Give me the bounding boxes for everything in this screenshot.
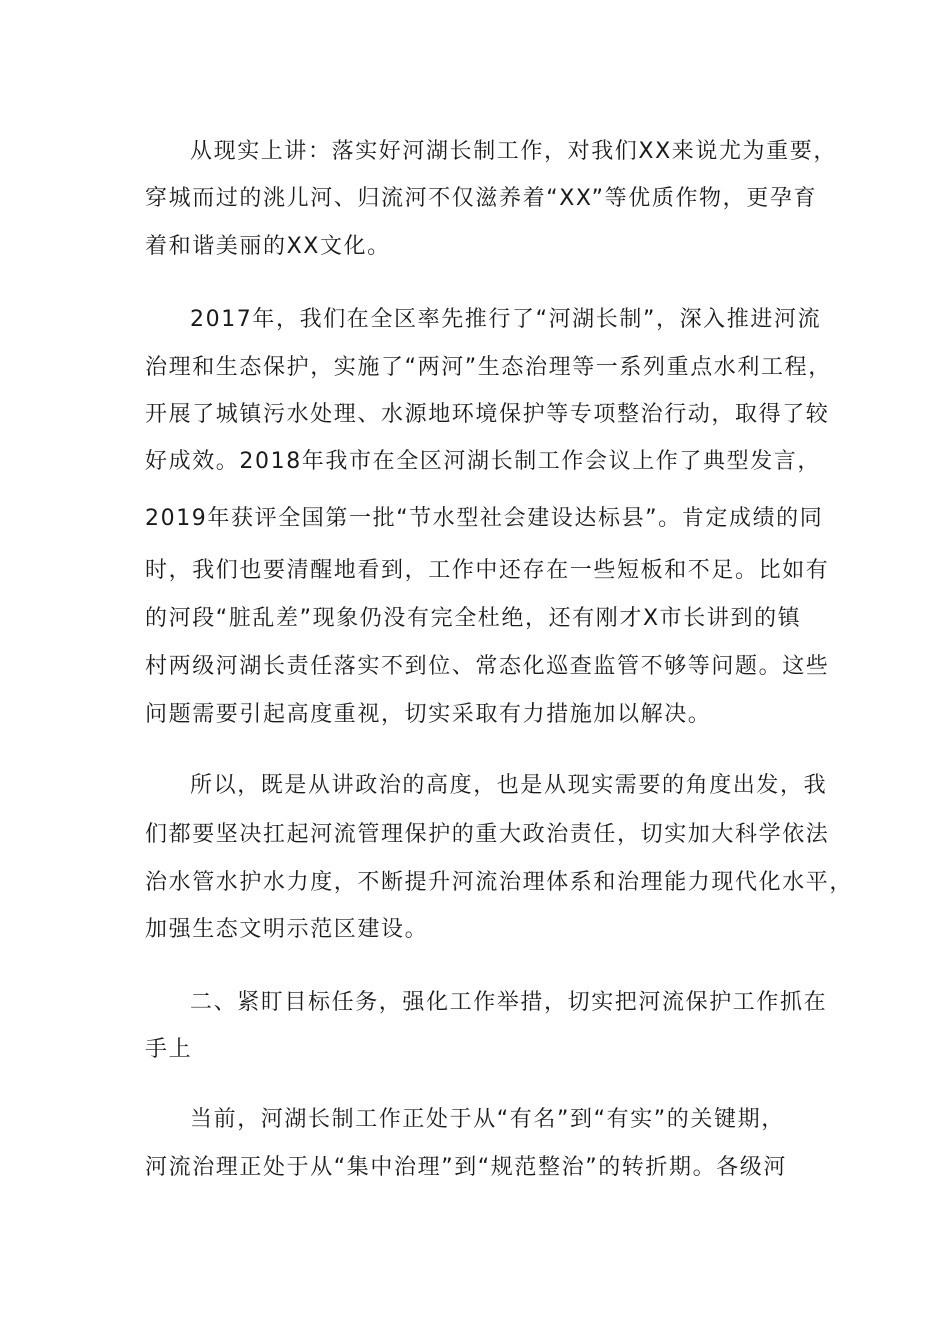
paragraph-2-line-6: 时，我们也要清醒地看到，工作中还存在一些短板和不足。比如有 <box>145 558 830 583</box>
paragraph-1-line-3: 着和谐美丽的XX文化。 <box>145 234 391 259</box>
section-heading-line-1: 二、紧盯目标任务，强化工作举措，切实把河流保护工作抓在 <box>190 990 828 1015</box>
paragraph-2-line-7: 的河段“脏乱差”现象仍没有完全杜绝，还有刚才X市长讲到的镇 <box>145 606 802 631</box>
paragraph-2-line-2: 治理和生态保护，实施了“两河”生态治理等一系列重点水利工程， <box>145 355 832 380</box>
paragraph-4-line-1: 当前，河湖长制工作正处于从“有名”到“有实”的关键期， <box>190 1107 785 1132</box>
paragraph-3-line-4: 加强生态文明示范区建设。 <box>145 917 429 942</box>
section-heading-line-2: 手上 <box>145 1037 193 1062</box>
paragraph-3-line-1: 所以，既是从讲政治的高度，也是从现实需要的角度出发，我 <box>190 773 828 798</box>
paragraph-1-line-1: 从现实上讲：落实好河湖长制工作，对我们XX来说尤为重要， <box>190 139 837 164</box>
paragraph-2-line-4: 好成效。2018年我市在全区河湖长制工作会议上作了典型发言， <box>145 449 821 474</box>
paragraph-3-line-2: 们都要坚决扛起河流管理保护的重大政治责任，切实加大科学依法 <box>145 822 830 847</box>
paragraph-2-line-9: 问题需要引起高度重视，切实采取有力措施加以解决。 <box>145 702 712 727</box>
paragraph-2-line-8: 村两级河湖长责任落实不到位、常态化巡查监管不够等问题。这些 <box>145 654 830 679</box>
paragraph-2-line-5: 2019年获评全国第一批“节水型社会建设达标县”。肯定成绩的同 <box>145 506 824 531</box>
paragraph-2-line-3: 开展了城镇污水处理、水源地环境保护等专项整治行动，取得了较 <box>145 402 830 427</box>
paragraph-1-line-2: 穿城而过的洮儿河、归流河不仅滋养着“XX”等优质作物，更孕育 <box>145 186 818 211</box>
paragraph-3-line-3: 治水管水护水力度，不断提升河流治理体系和治理能力现代化水平， <box>145 870 854 895</box>
paragraph-2-line-1: 2017年，我们在全区率先推行了“河湖长制”，深入推进河流 <box>190 307 822 332</box>
paragraph-4-line-2: 河流治理正处于从“集中治理”到“规范整治”的转折期。各级河 <box>145 1155 787 1180</box>
